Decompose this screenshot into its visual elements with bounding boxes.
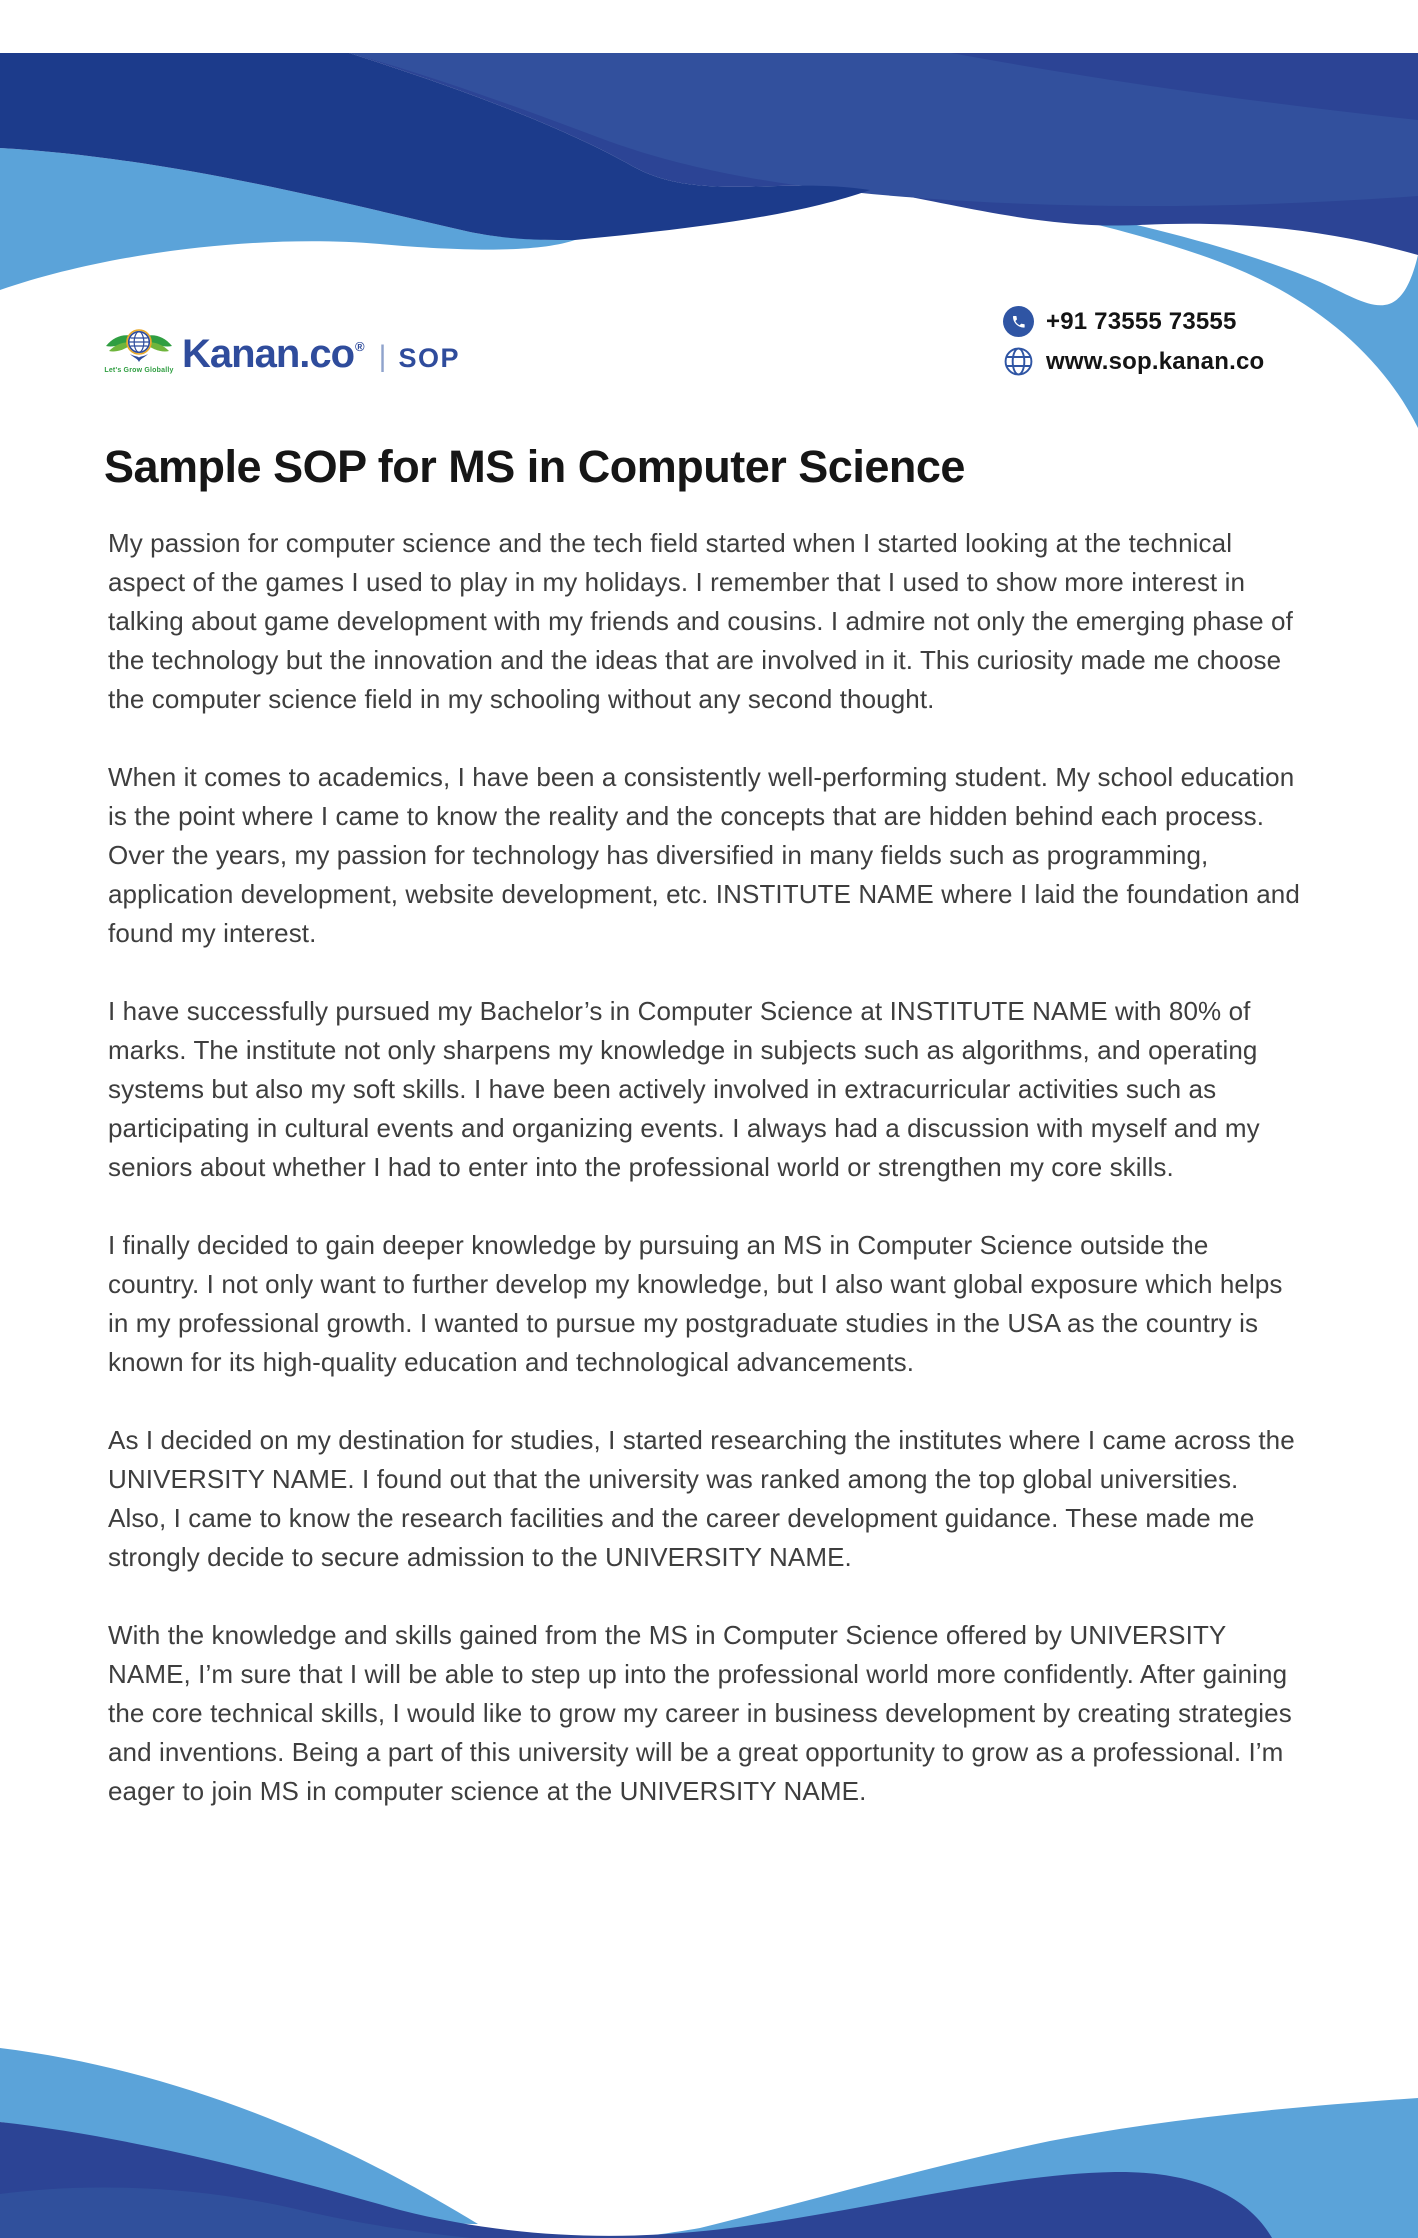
sop-paragraph: With the knowledge and skills gained from the MS in Computer Science offered by UNIVERSITY NAME, I’m sure that I will be able to step up into the professional world more confidently. After gaining the core technical skills, I would like to grow my career in business development by creating strategies and inventions. Being a part of this university will be a great opportunity to grow as a professional. I’m eager to join MS in computer science at the UNIVERSITY NAME. [108, 1620, 1292, 1806]
contact-website-row [1003, 346, 1264, 377]
logo-text-row [182, 328, 460, 375]
phone-icon [1003, 306, 1034, 337]
logo-brand-name: Kanan.co [182, 332, 355, 376]
logo-division-label: SOP [398, 343, 460, 373]
sop-paragraph: I have successfully pursued my Bachelor’s in Computer Science at INSTITUTE NAME with 80% of marks. The institute not only sharpens my knowledge in subjects such as algorithms, and operating systems but also my soft skills. I have been actively involved in extracurricular activities such as participating in cultural events and organizing events. I always had a discussion with myself and my seniors about whether I had to enter into the professional world or strengthen my core skills. [108, 996, 1260, 1182]
logo-tagline: Let's Grow Globally [104, 367, 174, 374]
footer-wave-decoration [0, 2026, 1418, 2238]
sop-paragraph: My passion for computer science and the tech field started when I started looking at the technical aspect of the games I used to play in my holidays. I remember that I used to show more interest in talking about game development with my friends and cousins. I admire not only the emerging phase of the technology but the innovation and the ideas that are involved in it. This curiosity made me choose the computer science field in my schooling without any second thought. [108, 528, 1293, 714]
phone-number: +91 73555 73555 [1046, 307, 1237, 335]
contact-block [1003, 306, 1264, 377]
page-title: Sample SOP for MS in Computer Science [104, 441, 965, 492]
header-wave-decoration [0, 0, 1418, 460]
logo-divider: | [378, 340, 387, 373]
sop-body [108, 524, 1300, 1850]
kanan-logo-icon-block [104, 328, 174, 374]
sop-paragraph: As I decided on my destination for studies, I started researching the institutes where I came across the UNIVERSITY NAME. I found out that the university was ranked among the top global universities. Also, I came to know the research facilities and the career development guidance. These made me strongly decide to secure admission to the UNIVERSITY NAME. [108, 1425, 1295, 1572]
kanan-globe-wings-icon [104, 328, 174, 366]
sop-paragraph: When it comes to academics, I have been a consistently well-performing student. My school education is the point where I came to know the reality and the concepts that are hidden behind each process. Over the years, my passion for technology has diversified in many fields such as programming, application development, website development, etc. INSTITUTE NAME where I laid the foundation and found my interest. [108, 762, 1300, 948]
contact-phone-row [1003, 306, 1264, 337]
sop-paragraph: I finally decided to gain deeper knowledge by pursuing an MS in Computer Science outside the country. I not only want to further develop my knowledge, but I also want global exposure which helps in my professional growth. I wanted to pursue my postgraduate studies in the USA as the country is known for its high-quality education and technological advancements. [108, 1230, 1283, 1377]
website-url: www.sop.kanan.co [1046, 347, 1265, 375]
kanan-logo [104, 328, 460, 375]
globe-icon [1003, 346, 1034, 377]
registered-trademark-icon: ® [355, 339, 365, 354]
